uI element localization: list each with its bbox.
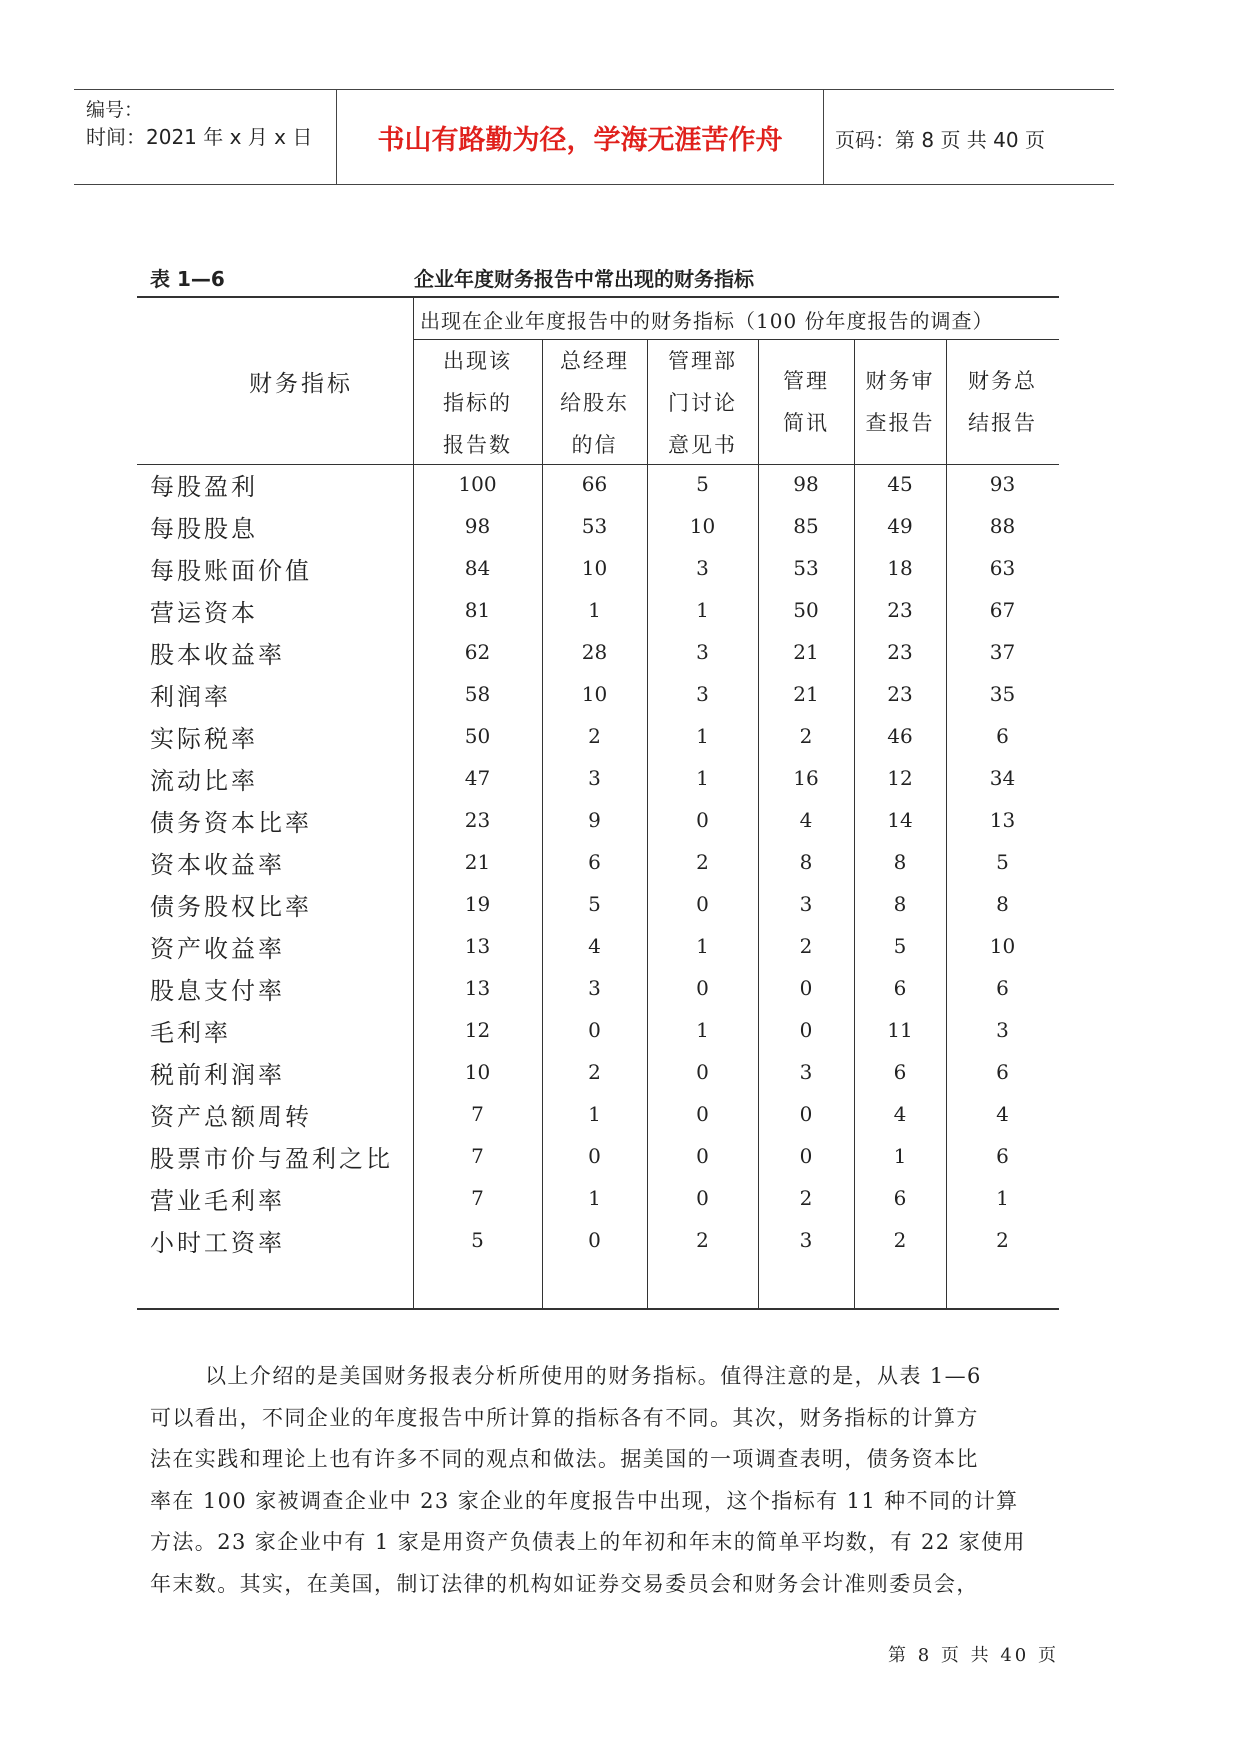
- table-cell: 50: [793, 598, 819, 622]
- table-cell: 23: [887, 682, 913, 706]
- table-cell: 6: [893, 976, 907, 1000]
- page-header: [74, 89, 1114, 185]
- column-header-line: 财务总: [968, 369, 1037, 393]
- table-cell: 1: [696, 1018, 709, 1042]
- table-cell: 5: [471, 1228, 484, 1252]
- table-cell: 7: [471, 1186, 484, 1210]
- table-row-label: 实际税率: [150, 725, 258, 753]
- table-cell: 13: [989, 808, 1016, 832]
- table-cell: 12: [887, 766, 913, 790]
- column-header-line: 总经理: [560, 349, 629, 373]
- header-right-cell: [823, 90, 1114, 184]
- table-row-label: 营业毛利率: [150, 1187, 285, 1215]
- table-cell: 100: [458, 472, 497, 496]
- table-cell: 23: [887, 640, 913, 664]
- doc-code-label: 编号：: [86, 99, 144, 121]
- paragraph-line: 以上介绍的是美国财务报表分析所使用的财务指标。值得注意的是，从表 1—6: [205, 1364, 982, 1388]
- table-cell: 18: [887, 556, 913, 580]
- table-cell: 84: [464, 556, 491, 580]
- table-cell: 3: [799, 892, 813, 916]
- table-cell: 10: [464, 1060, 491, 1084]
- header-middle-cell: [336, 90, 824, 184]
- column-header-line: 给股东: [560, 391, 629, 415]
- table-cell: 5: [996, 850, 1009, 874]
- table-cell: 53: [793, 556, 819, 580]
- table-cell: 5: [696, 472, 709, 496]
- table-cell: 8: [893, 850, 907, 874]
- page-footer: 第 8 页 共 40 页: [888, 1645, 1059, 1666]
- table-cell: 62: [464, 640, 491, 664]
- doc-time-label: 时间：2021 年 x 月 x 日: [86, 125, 313, 149]
- table-cell: 10: [581, 556, 608, 580]
- table-cell: 10: [689, 514, 716, 538]
- table-cell: 16: [793, 766, 819, 790]
- table-cell: 6: [996, 976, 1009, 1000]
- table-row-label: 股息支付率: [150, 977, 285, 1005]
- table-row-label: 资产总额周转: [150, 1103, 312, 1131]
- table-row-label: 利润率: [150, 683, 231, 711]
- table-cell: 1: [696, 934, 709, 958]
- table-cell: 85: [793, 514, 819, 538]
- table-cell: 49: [887, 514, 913, 538]
- column-header-line: 管理: [783, 369, 829, 393]
- table-cell: 0: [588, 1228, 601, 1252]
- table-cell: 53: [581, 514, 608, 538]
- table-cell: 63: [989, 556, 1016, 580]
- table-cell: 6: [893, 1186, 907, 1210]
- table-cell: 1: [696, 724, 709, 748]
- table-cell: 6: [996, 1060, 1009, 1084]
- table-cell: 7: [471, 1102, 484, 1126]
- table-cell: 88: [989, 514, 1016, 538]
- table-cell: 5: [588, 892, 601, 916]
- table-cell: 47: [464, 766, 491, 790]
- table-cell: 21: [793, 640, 819, 664]
- table-cell: 0: [799, 1144, 813, 1168]
- table-cell: 67: [989, 598, 1016, 622]
- table-cell: 1: [696, 766, 709, 790]
- table-cell: 3: [588, 766, 601, 790]
- table-row-label: 每股账面价值: [150, 557, 312, 585]
- table-row-label: 营运资本: [150, 599, 258, 627]
- table-cell: 10: [581, 682, 608, 706]
- table-cell: 28: [581, 640, 608, 664]
- table-cell: 13: [464, 934, 491, 958]
- table-row-label: 每股股息: [150, 515, 258, 543]
- table-cell: 0: [696, 1102, 709, 1126]
- table-cell: 21: [464, 850, 491, 874]
- table-cell: 8: [996, 892, 1009, 916]
- table-cell: 0: [696, 1144, 709, 1168]
- table-cell: 6: [996, 1144, 1009, 1168]
- table-cell: 46: [887, 724, 913, 748]
- table-cell: 1: [893, 1144, 907, 1168]
- table-cell: 12: [464, 1018, 491, 1042]
- table-cell: 0: [696, 1060, 709, 1084]
- table-cell: 21: [793, 682, 819, 706]
- table-cell: 9: [588, 808, 601, 832]
- table-cell: 3: [799, 1060, 813, 1084]
- table-cell: 1: [588, 1186, 601, 1210]
- body-paragraph: [150, 1356, 1040, 1605]
- table-cell: 58: [464, 682, 491, 706]
- table-cell: 0: [696, 892, 709, 916]
- table-row-label: 毛利率: [150, 1019, 231, 1047]
- table-row-label: 每股盈利: [150, 473, 258, 501]
- table-cell: 7: [471, 1144, 484, 1168]
- table-cell: 3: [696, 640, 709, 664]
- table-cell: 14: [887, 808, 913, 832]
- column-header-line: 结报告: [968, 411, 1037, 435]
- table-row-label: 债务股权比率: [150, 893, 312, 921]
- table-row-label: 流动比率: [150, 767, 258, 795]
- table-cell: 4: [996, 1102, 1009, 1126]
- column-header-line: 管理部: [668, 349, 737, 373]
- table-cell: 6: [588, 850, 601, 874]
- table-cell: 0: [799, 1018, 813, 1042]
- table-cell: 1: [588, 598, 601, 622]
- paragraph-line: 法在实践和理论上也有许多不同的观点和做法。据美国的一项调查表明，债务资本比: [150, 1447, 979, 1471]
- table-cell: 3: [799, 1228, 813, 1252]
- row-header-label: 财务指标: [249, 371, 353, 397]
- table-cell: 81: [464, 598, 491, 622]
- table-cell: 2: [799, 934, 813, 958]
- table-cell: 2: [696, 850, 709, 874]
- table-row-label: 债务资本比率: [150, 809, 312, 837]
- table-cell: 93: [989, 472, 1016, 496]
- table-row-label: 资产收益率: [150, 935, 285, 963]
- table-cell: 0: [696, 976, 709, 1000]
- column-header-line: 查报告: [865, 411, 935, 435]
- table-caption-number: 表 1—6: [150, 267, 225, 291]
- table-cell: 6: [996, 724, 1009, 748]
- column-header-line: 的信: [571, 433, 618, 457]
- header-motto: 书山有路勤为径，学海无涯苦作舟: [377, 125, 783, 156]
- table-row-label: 税前利润率: [150, 1061, 285, 1089]
- table-cell: 0: [799, 1102, 813, 1126]
- table-cell: 1: [696, 598, 709, 622]
- table-cell: 4: [588, 934, 601, 958]
- group-header-label: 出现在企业年度报告中的财务指标（100 份年度报告的调查）: [420, 309, 994, 333]
- table-cell: 3: [588, 976, 601, 1000]
- table-cell: 3: [696, 682, 709, 706]
- table-cell: 6: [893, 1060, 907, 1084]
- column-header-line: 报告数: [443, 433, 512, 457]
- table-cell: 2: [696, 1228, 709, 1252]
- financial-indicators-table: [137, 296, 1059, 1309]
- table-cell: 3: [696, 556, 709, 580]
- table-cell: 13: [464, 976, 491, 1000]
- table-cell: 4: [799, 808, 813, 832]
- paragraph-line: 可以看出，不同企业的年度报告中所计算的指标各有不同。其次，财务指标的计算方: [150, 1405, 979, 1430]
- table-cell: 2: [588, 724, 601, 748]
- table-cell: 2: [799, 1186, 813, 1210]
- table-cell: 2: [996, 1228, 1009, 1252]
- column-header-line: 指标的: [443, 391, 512, 415]
- table-caption-title: 企业年度财务报告中常出现的财务指标: [414, 267, 754, 291]
- table-top-rule: [137, 296, 1059, 298]
- table-cell: 66: [581, 472, 608, 496]
- table-cell: 50: [464, 724, 491, 748]
- column-header-line: 出现该: [443, 349, 512, 373]
- column-header-line: 财务审: [865, 369, 935, 393]
- paragraph-line: 方法。23 家企业中有 1 家是用资产负债表上的年初和年末的简单平均数，有 22 家使用: [150, 1530, 1026, 1554]
- table-cell: 23: [464, 808, 491, 832]
- table-row-label: 股本收益率: [150, 641, 285, 669]
- table-bottom-rule: [137, 1308, 1059, 1310]
- table-cell: 0: [588, 1144, 601, 1168]
- table-cell: 2: [893, 1228, 907, 1252]
- table-cell: 1: [588, 1102, 601, 1126]
- table-cell: 45: [887, 472, 913, 496]
- header-left-cell: [74, 90, 336, 184]
- table-cell: 8: [893, 892, 907, 916]
- table-row-label: 资本收益率: [150, 851, 285, 879]
- table-cell: 2: [588, 1060, 601, 1084]
- table-row-label: 股票市价与盈利之比: [150, 1145, 393, 1173]
- table-cell: 37: [989, 640, 1016, 664]
- column-header-line: 门讨论: [668, 391, 737, 415]
- table-cell: 3: [996, 1018, 1009, 1042]
- column-header-line: 意见书: [668, 433, 737, 457]
- table-cell: 23: [887, 598, 913, 622]
- paragraph-line: 率在 100 家被调查企业中 23 家企业的年度报告中出现，这个指标有 11 种不同的计算: [150, 1488, 1019, 1513]
- table-cell: 0: [696, 1186, 709, 1210]
- table-cell: 1: [996, 1186, 1009, 1210]
- header-page-label: 页码：第 8 页 共 40 页: [835, 128, 1045, 152]
- table-cell: 34: [989, 766, 1016, 790]
- table-cell: 98: [464, 514, 491, 538]
- table-cell: 35: [989, 682, 1016, 706]
- table-cell: 0: [696, 808, 709, 832]
- table-cell: 5: [893, 934, 907, 958]
- table-cell: 11: [887, 1018, 913, 1042]
- table-cell: 4: [893, 1102, 907, 1126]
- table-cell: 0: [588, 1018, 601, 1042]
- table-cell: 19: [464, 892, 491, 916]
- table-cell: 10: [989, 934, 1016, 958]
- table-row-label: 小时工资率: [150, 1229, 285, 1257]
- table-cell: 0: [799, 976, 813, 1000]
- paragraph-line: 年末数。其实，在美国，制订法律的机构如证券交易委员会和财务会计准则委员会，: [150, 1571, 979, 1596]
- table-cell: 2: [799, 724, 813, 748]
- table-cell: 98: [793, 472, 819, 496]
- column-header-line: 简讯: [783, 411, 829, 435]
- table-cell: 8: [799, 850, 813, 874]
